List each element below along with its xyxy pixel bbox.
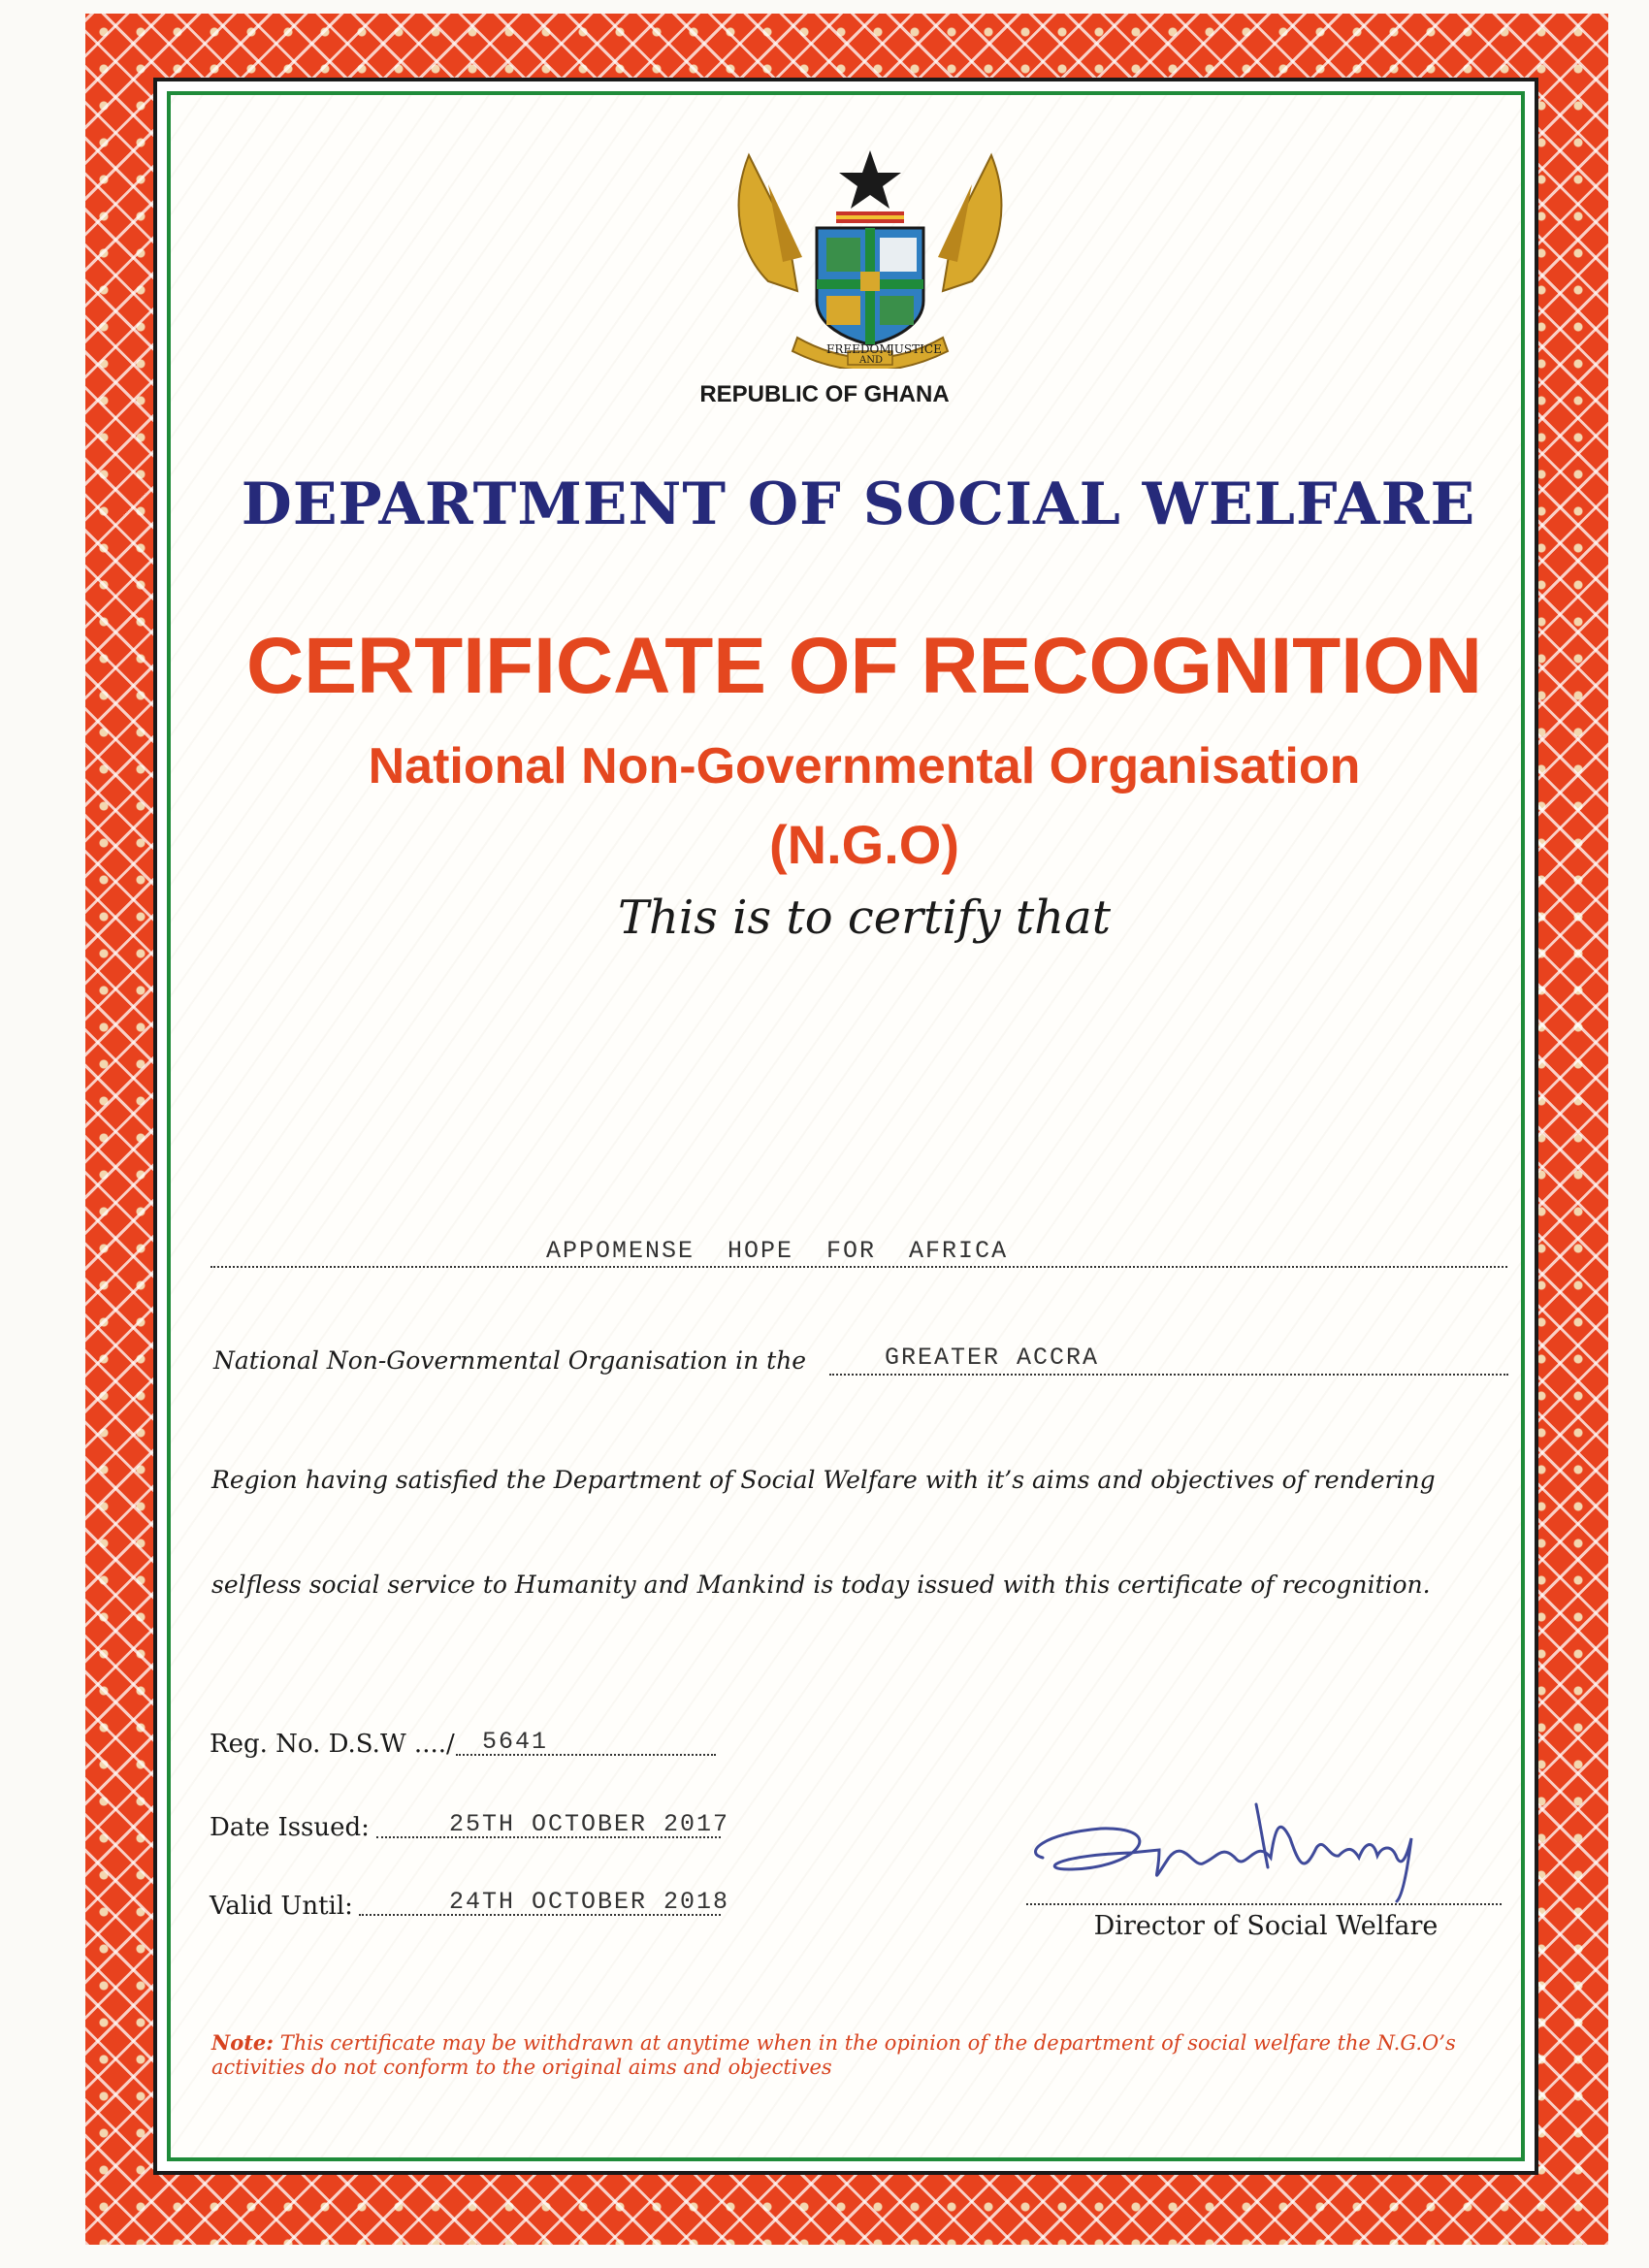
valid-until-label: Valid Until: [210, 1892, 353, 1921]
reg-number-line [456, 1754, 716, 1756]
body-line-1: Region having satisfied the Department of Social Welfare with it’s aims and objectives of rendering [211, 1466, 1436, 1494]
date-issued-value: 25TH OCTOBER 2017 [449, 1810, 730, 1838]
reg-number-value: 5641 [482, 1728, 549, 1756]
region-line [829, 1374, 1508, 1376]
valid-until-line [359, 1914, 721, 1916]
organisation-name-line [210, 1266, 1507, 1268]
crest-motto-3: JUSTICE [889, 342, 942, 356]
certify-intro: This is to certify that [618, 891, 1111, 945]
crest-motto-2: AND [859, 355, 883, 366]
date-issued-label: Date Issued: [210, 1813, 370, 1842]
region-prefix: National Non-Governmental Organisation in the [213, 1346, 807, 1375]
department-title: DEPARTMENT OF SOCIAL WELFARE [241, 470, 1476, 538]
withdrawal-note [211, 2030, 1521, 2080]
region-name: GREATER ACCRA [885, 1344, 1100, 1372]
crest-motto-1: FREEDOM [826, 342, 891, 356]
certificate-title: CERTIFICATE OF RECOGNITION [245, 622, 1482, 710]
body-line-2: selfless social service to Humanity and Mankind is today issued with this certificate of recognition. [211, 1571, 1431, 1599]
date-issued-line [376, 1836, 721, 1838]
note-text: This certificate may be withdrawn at anytime when in the opinion of the department of social welfare the N.G.O’s activities do not conform to the original aims and objectives [211, 2031, 1456, 2079]
coat-of-arms-icon [729, 146, 1011, 369]
country-name: REPUBLIC OF GHANA [699, 381, 950, 407]
director-signature-icon [1014, 1799, 1450, 1906]
certificate-subtitle: National Non-Governmental Organisation [368, 738, 1361, 794]
reg-number-label: Reg. No. D.S.W ..../ [210, 1730, 455, 1759]
director-title: Director of Social Welfare [1093, 1911, 1439, 1941]
organisation-name: APPOMENSE HOPE FOR AFRICA [546, 1237, 1009, 1265]
certificate-abbreviation: (N.G.O) [769, 814, 959, 875]
signature-line [1026, 1903, 1502, 1905]
valid-until-value: 24TH OCTOBER 2018 [449, 1888, 730, 1916]
note-label: Note: [211, 2030, 275, 2055]
